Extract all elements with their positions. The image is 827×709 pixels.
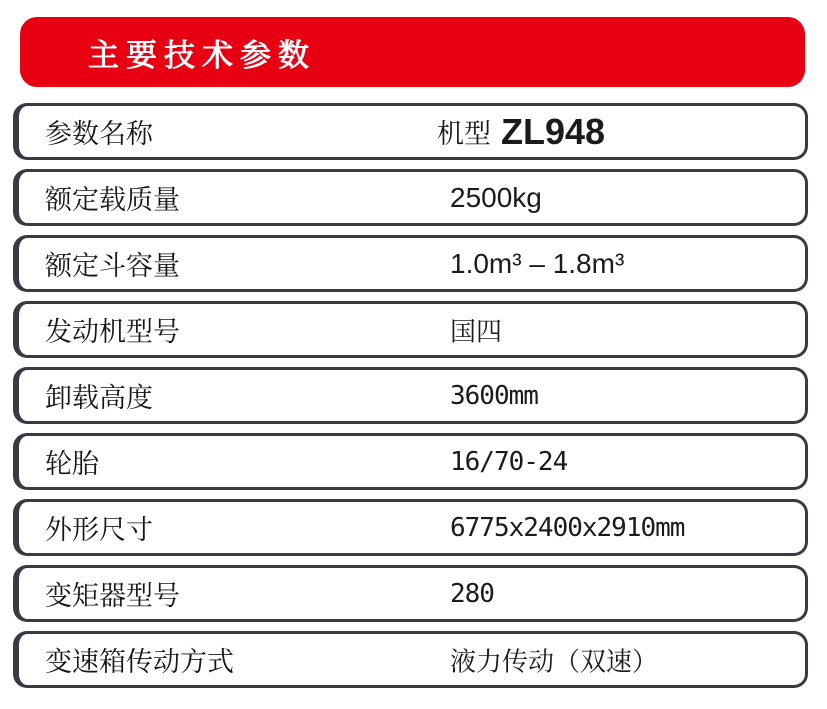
title-banner — [20, 17, 805, 87]
row-label: 参数名称 — [45, 119, 153, 149]
row-value: 液力传动（双速） — [450, 646, 659, 676]
table-row-overall-dimensions — [13, 499, 808, 556]
row-label: 变矩器型号 — [45, 581, 180, 611]
spec-table — [13, 103, 808, 688]
row-value: 3600mm — [450, 380, 538, 411]
row-label: 额定斗容量 — [45, 251, 180, 281]
table-row-dump-height — [13, 367, 808, 424]
table-row-tires — [13, 433, 808, 490]
model-name: ZL948 — [501, 110, 606, 152]
row-value: 280 — [450, 578, 494, 609]
table-row-parameter-name — [13, 103, 808, 160]
row-label: 额定载质量 — [45, 185, 180, 215]
page-title: 主要技术参数 — [88, 37, 316, 73]
row-value: 16/70-24 — [450, 446, 568, 477]
table-row-torque-converter — [13, 565, 808, 622]
row-label: 变速箱传动方式 — [45, 647, 234, 677]
row-label: 发动机型号 — [45, 317, 180, 347]
row-value: 2500kg — [450, 181, 542, 213]
row-value — [437, 111, 605, 153]
table-row-engine-model — [13, 301, 808, 358]
table-row-rated-load — [13, 169, 808, 226]
row-value: 国四 — [450, 316, 503, 346]
table-row-bucket-capacity — [13, 235, 808, 292]
row-label: 轮胎 — [45, 449, 99, 479]
row-value: 6775x2400x2910mm — [450, 512, 685, 543]
row-label: 外形尺寸 — [45, 515, 153, 545]
row-value: 1.0m³ – 1.8m³ — [450, 247, 625, 279]
row-label: 卸载高度 — [45, 383, 153, 413]
model-prefix: 机型 — [437, 119, 491, 149]
table-row-transmission-type — [13, 631, 808, 688]
